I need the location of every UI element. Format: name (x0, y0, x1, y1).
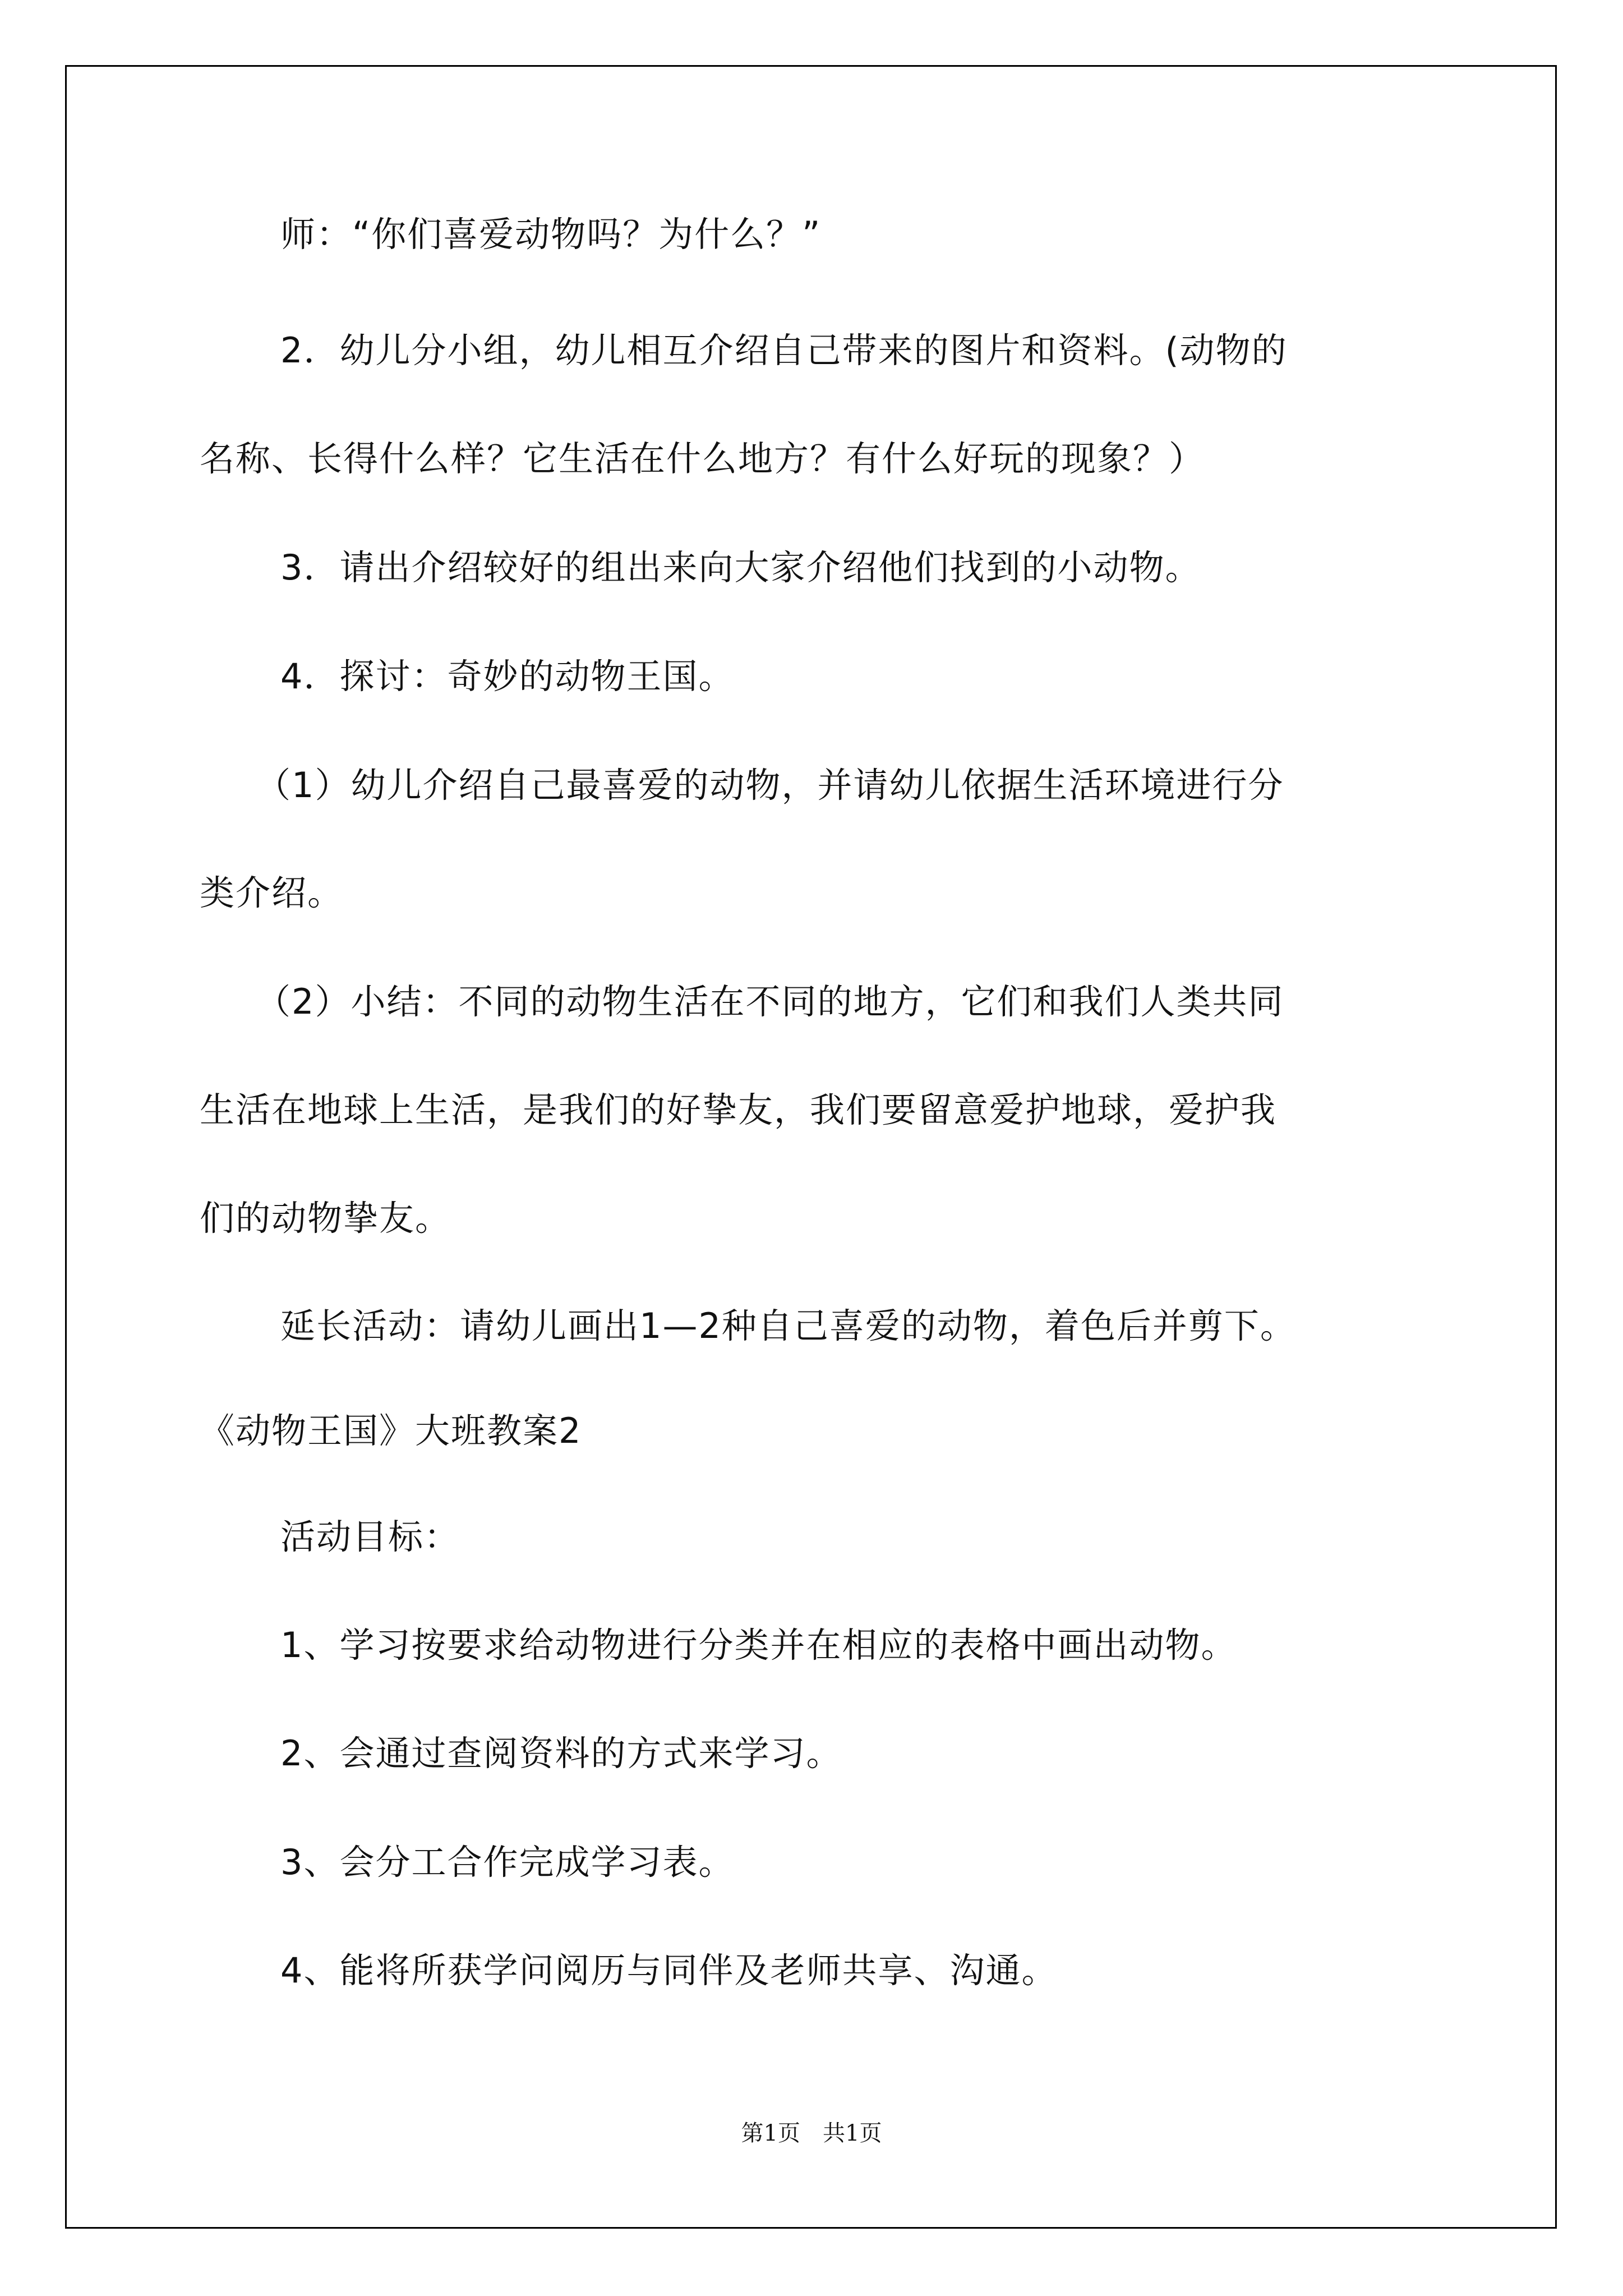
text-line-step-2a: 2．幼儿分小组，幼儿相互介绍自己带来的图片和资料。(动物的 (280, 330, 1288, 371)
text-line-sub-1b: 类介绍。 (200, 872, 344, 913)
text-line-goal-4: 4、能将所获学问阅历与同伴及老师共享、沟通。 (280, 1950, 1058, 1991)
text-line-step-4: 4．探讨：奇妙的动物王国。 (280, 656, 735, 697)
text-line-goal-3: 3、会分工合作完成学习表。 (280, 1842, 735, 1883)
text-line-sub-2b: 生活在地球上生活，是我们的好挚友，我们要留意爱护地球，爱护我 (200, 1089, 1277, 1130)
page-border (65, 65, 1557, 2229)
text-line-sub-1a: （1）幼儿介绍自己最喜爱的动物，并请幼儿依据生活环境进行分 (256, 765, 1284, 806)
text-line-extension-activity: 延长活动：请幼儿画出1—2种自己喜爱的动物，着色后并剪下。 (280, 1305, 1296, 1346)
text-line-activity-goals: 活动目标： (280, 1516, 460, 1557)
text-line-sub-2a: （2）小结：不同的动物生活在不同的地方，它们和我们人类共同 (256, 981, 1284, 1022)
page-footer: 第1页 共1页 (741, 2120, 882, 2146)
text-line-teacher-question: 师：“你们喜爱动物吗？为什么？” (280, 214, 822, 255)
text-line-step-2b: 名称、长得什么样？它生活在什么地方？有什么好玩的现象？） (200, 438, 1205, 479)
text-line-sub-2c: 们的动物挚友。 (200, 1198, 451, 1239)
text-line-step-3: 3．请出介绍较好的组出来向大家介绍他们找到的小动物。 (280, 547, 1201, 588)
text-line-goal-2: 2、会通过查阅资料的方式来学习。 (280, 1733, 842, 1774)
text-line-goal-1: 1、学习按要求给动物进行分类并在相应的表格中画出动物。 (280, 1625, 1237, 1665)
section-heading: 《动物王国》大班教案2 (200, 1410, 582, 1451)
